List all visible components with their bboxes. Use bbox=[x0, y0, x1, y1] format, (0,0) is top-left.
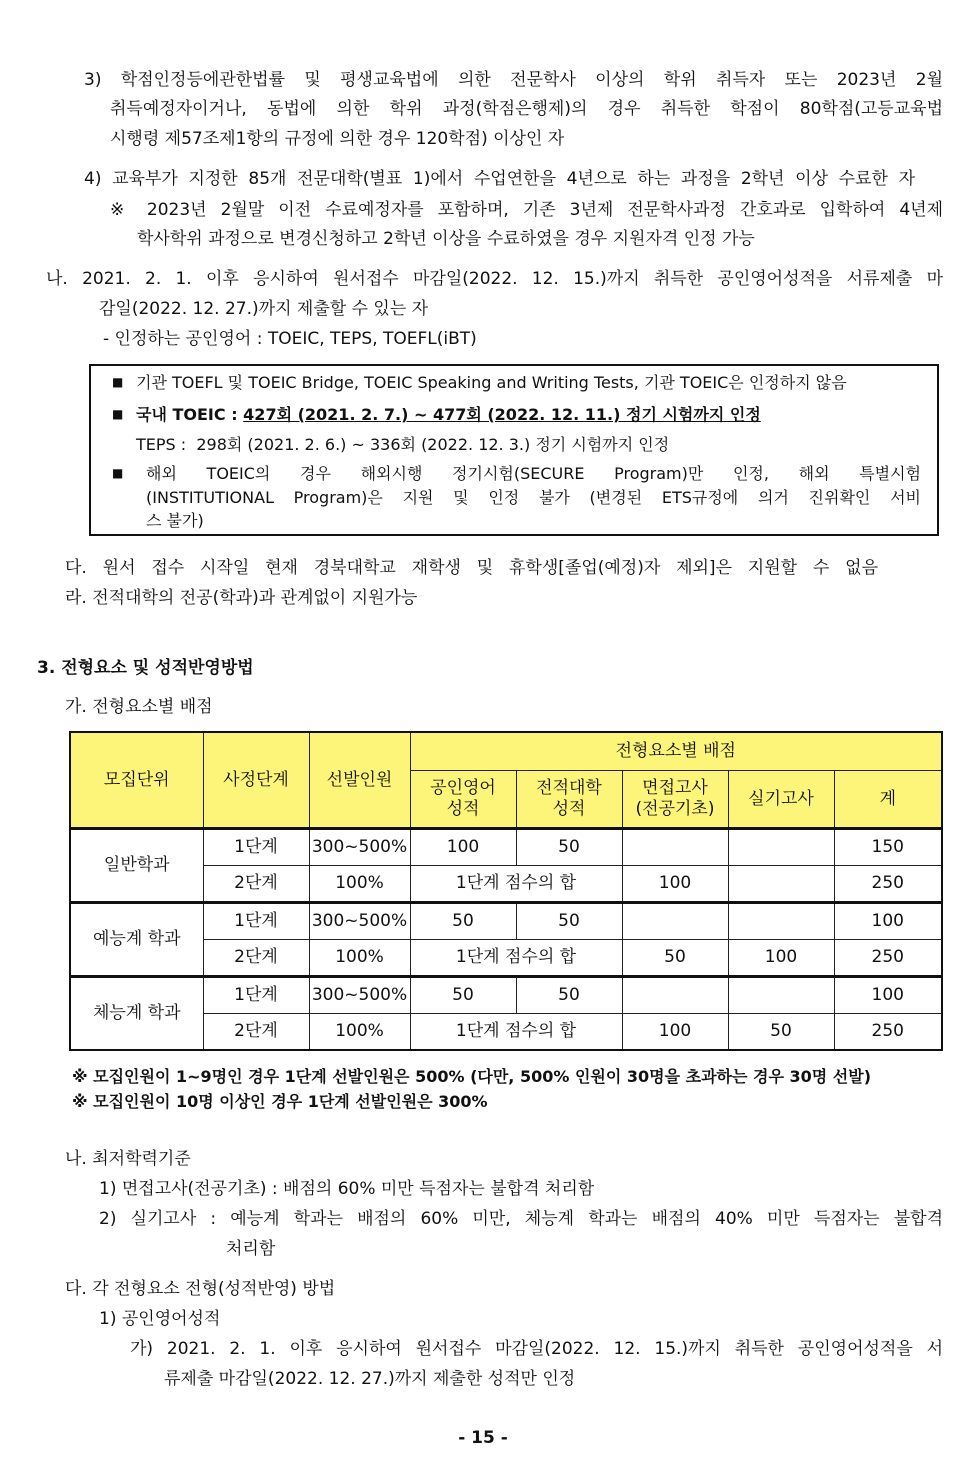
na-line1: 나. 2021. 2. 1. 이후 응시하여 원서접수 마감일(2022. 12. 15.)까지 취득한 공인영어성적을 서류제출 마 bbox=[46, 269, 943, 289]
total-cell: 250 bbox=[834, 866, 942, 903]
item3-line1: 3) 학점인정등에관한법률 및 평생교육법에 의한 전문학사 이상의 학위 취득자 또는 2023년 2월 bbox=[84, 70, 943, 90]
box-item3-line3: 스 불가) bbox=[146, 511, 204, 530]
practical-cell bbox=[728, 903, 834, 940]
header-eng: 공인영어 성적 bbox=[410, 771, 516, 829]
da2-item1: 1) 공인영어성적 bbox=[99, 1309, 221, 1329]
stage-cell: 2단계 bbox=[203, 940, 309, 977]
na2-title: 나. 최저학력기준 bbox=[65, 1149, 191, 1169]
ra-line: 라. 전적대학의 전공(학과)과 관계없이 지원가능 bbox=[65, 588, 418, 608]
prev-cell: 50 bbox=[516, 903, 622, 940]
eng-cell: 50 bbox=[410, 903, 516, 940]
stage-cell: 1단계 bbox=[203, 903, 309, 940]
total-cell: 250 bbox=[834, 940, 942, 977]
select-cell: 100% bbox=[309, 940, 410, 977]
table-note-1: ※ 모집인원이 1~9명인 경우 1단계 선발인원은 500% (다만, 500% 인원이 30명을 초과하는 경우 30명 선발) bbox=[72, 1067, 872, 1086]
stage-cell: 2단계 bbox=[203, 866, 309, 903]
merged-score-cell: 1단계 점수의 합 bbox=[410, 940, 622, 977]
section3-title: 3. 전형요소 및 성적반영방법 bbox=[37, 658, 254, 678]
section3-ga: 가. 전형요소별 배점 bbox=[65, 697, 213, 717]
interview-cell bbox=[622, 977, 728, 1014]
select-cell: 300~500% bbox=[309, 903, 410, 940]
total-cell: 100 bbox=[834, 903, 942, 940]
interview-cell: 100 bbox=[622, 1014, 728, 1051]
box-teps: TEPS : 298회 (2021. 2. 6.) ~ 336회 (2022. 12. 3.) 정기 시험까지 인정 bbox=[136, 435, 670, 454]
header-stage: 사정단계 bbox=[203, 732, 309, 829]
header-interview: 면접고사 (전공기초) bbox=[622, 771, 728, 829]
item4-note-line2: 학사학위 과정으로 변경신청하고 2학년 이상을 수료하였을 경우 지원자격 인정 가능 bbox=[137, 229, 755, 249]
na2-item2-line1: 2) 실기고사 : 예능계 학과는 배점의 60% 미만, 체능계 학과는 배점의 40% 미만 득점자는 불합격 bbox=[99, 1209, 943, 1229]
practical-cell bbox=[728, 866, 834, 903]
practical-cell bbox=[728, 829, 834, 866]
eng-cell: 100 bbox=[410, 829, 516, 866]
header-group: 전형요소별 배점 bbox=[410, 732, 942, 771]
interview-cell bbox=[622, 903, 728, 940]
unit-cell: 일반학과 bbox=[70, 829, 203, 903]
total-cell: 250 bbox=[834, 1014, 942, 1051]
interview-cell bbox=[622, 829, 728, 866]
practical-cell: 50 bbox=[728, 1014, 834, 1051]
da2-ga-line2: 류제출 마감일(2022. 12. 27.)까지 제출한 성적만 인정 bbox=[164, 1369, 576, 1389]
bullet-icon: ■ bbox=[112, 407, 124, 421]
na-line3: - 인정하는 공인영어 : TOEIC, TEPS, TOEFL(iBT) bbox=[103, 329, 477, 349]
header-practical: 실기고사 bbox=[728, 771, 834, 829]
stage-cell: 1단계 bbox=[203, 977, 309, 1014]
prev-cell: 50 bbox=[516, 829, 622, 866]
unit-cell: 예능계 학과 bbox=[70, 903, 203, 977]
box-item3-line2: (INSTITUTIONAL Program)은 지원 및 인정 불가 (변경된 ETS규정에 의거 진위확인 서비 bbox=[146, 488, 921, 507]
bullet-icon: ■ bbox=[112, 375, 124, 389]
na2-item1: 1) 면접고사(전공기초) : 배점의 60% 미만 득점자는 불합격 처리함 bbox=[99, 1179, 595, 1199]
header-select: 선발인원 bbox=[309, 732, 410, 829]
box-item2 bbox=[136, 404, 761, 426]
practical-cell bbox=[728, 977, 834, 1014]
item3-line2: 취득예정자이거나, 동법에 의한 학위 과정(학점은행제)의 경우 취득한 학점이 80학점(고등교육법 bbox=[110, 99, 943, 119]
select-cell: 100% bbox=[309, 866, 410, 903]
merged-score-cell: 1단계 점수의 합 bbox=[410, 1014, 622, 1051]
header-unit: 모집단위 bbox=[70, 732, 203, 829]
da-line: 다. 원서 접수 시작일 현재 경북대학교 재학생 및 휴학생[졸업(예정)자 제외]은 지원할 수 없음 bbox=[65, 558, 878, 578]
box-item2-underlined: 427회 (2021. 2. 7.) ~ 477회 (2022. 12. 11.) 정기 시험까지 인정 bbox=[243, 405, 761, 424]
total-cell: 100 bbox=[834, 977, 942, 1014]
na2-item2-line2: 처리함 bbox=[226, 1239, 276, 1259]
header-prev: 전적대학 성적 bbox=[516, 771, 622, 829]
prev-cell: 50 bbox=[516, 977, 622, 1014]
eng-cell: 50 bbox=[410, 977, 516, 1014]
box-item3-line1: 해외 TOEIC의 경우 해외시행 정기시험(SECURE Program)만 인정, 해외 특별시험 bbox=[146, 464, 921, 483]
da2-title: 다. 각 전형요소 전형(성적반영) 방법 bbox=[65, 1279, 336, 1299]
item3-line3: 시행령 제57조제1항의 규정에 의한 경우 120학점) 이상인 자 bbox=[110, 129, 565, 149]
total-cell: 150 bbox=[834, 829, 942, 866]
box-item2-prefix: 국내 TOEIC : bbox=[136, 405, 244, 424]
practical-cell: 100 bbox=[728, 940, 834, 977]
page-number: - 15 - bbox=[458, 1428, 508, 1448]
select-cell: 300~500% bbox=[309, 977, 410, 1014]
bullet-icon: ■ bbox=[112, 466, 124, 480]
score-table bbox=[69, 731, 943, 1051]
header-total: 계 bbox=[834, 771, 942, 829]
interview-cell: 50 bbox=[622, 940, 728, 977]
na-line2: 감일(2022. 12. 27.)까지 제출할 수 있는 자 bbox=[99, 299, 429, 319]
table-note-2: ※ 모집인원이 10명 이상인 경우 1단계 선발인원은 300% bbox=[72, 1092, 488, 1111]
da2-ga-line1: 가) 2021. 2. 1. 이후 응시하여 원서접수 마감일(2022. 12. 15.)까지 취득한 공인영어성적을 서 bbox=[130, 1339, 943, 1359]
item4-line1: 4) 교육부가 지정한 85개 전문대학(별표 1)에서 수업연한을 4년으로 하는 과정을 2학년 이상 수료한 자 bbox=[84, 169, 915, 189]
select-cell: 300~500% bbox=[309, 829, 410, 866]
item4-note-line1: ※ 2023년 2월말 이전 수료예정자를 포함하며, 기존 3년제 전문학사과정 간호과로 입학하여 4년제 bbox=[110, 200, 943, 220]
select-cell: 100% bbox=[309, 1014, 410, 1051]
stage-cell: 2단계 bbox=[203, 1014, 309, 1051]
box-item1: 기관 TOEFL 및 TOEIC Bridge, TOEIC Speaking and Writing Tests, 기관 TOEIC은 인정하지 않음 bbox=[136, 373, 847, 392]
stage-cell: 1단계 bbox=[203, 829, 309, 866]
interview-cell: 100 bbox=[622, 866, 728, 903]
unit-cell: 체능계 학과 bbox=[70, 977, 203, 1051]
merged-score-cell: 1단계 점수의 합 bbox=[410, 866, 622, 903]
